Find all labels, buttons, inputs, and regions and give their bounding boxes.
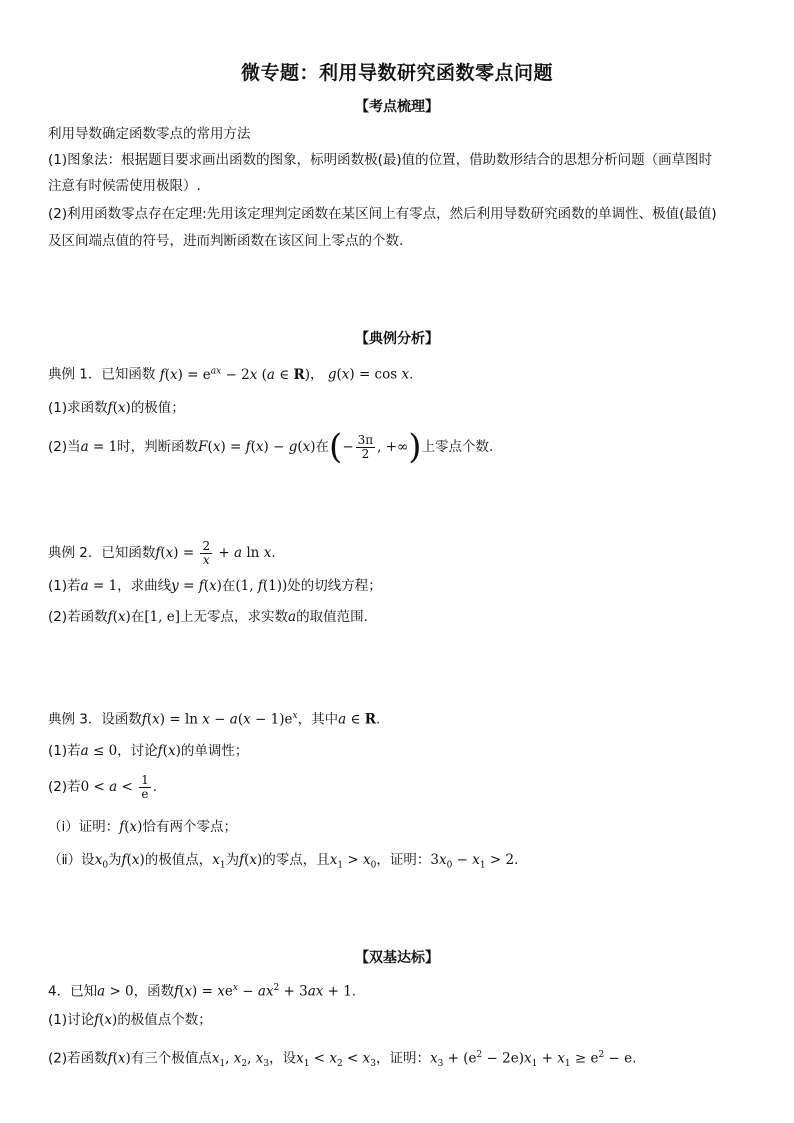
example-2-statement: 典例 2．已知函数f(x) = $\frac{2}{x}$ + a ln x. (48, 538, 276, 567)
question-4-part-1: (1)讨论f(x)的极值点个数； (48, 1012, 212, 1028)
example-3-statement: 典例 3．设函数$f(x) = \ln x - a(x - 1)e^x$，其中a ∈ R. (48, 711, 381, 728)
example-1-statement: 典例 1．已知函数 $f(x) = e^{ax} - 2x$ (a ∈ R)， g(x) = cos x. (48, 366, 414, 383)
example-2-label: 典例 2．已知函数 (48, 545, 156, 561)
example-2-part-2: (2)若函数f(x)在[1, e]上无零点，求实数a的取值范围. (48, 609, 368, 625)
method2-line2: 及区间端点值的符号，进而判断函数在该区间上零点的个数. (48, 233, 404, 249)
method1-line1: (1)图象法：根据题目要求画出函数的图象，标明函数极(最)值的位置，借助数形结合的思想分析问题（画草图时 (48, 152, 713, 168)
example-1-part-1: (1)求函数f(x)的极值； (48, 400, 185, 416)
example-3-part-2-i: （ⅰ）证明：f(x)恰有两个零点； (48, 819, 237, 835)
question-4-part-2: (2)若函数f(x)有三个极值点$x_1$, $x_2$, $x_3$，设$x_1 < x_2 < x_3$，证明：$x_3 + (e^2 - 2e)x_1 + x_1 \ge e^2 - e$. (48, 1050, 637, 1070)
method2-line1: (2)利用函数零点存在定理:先用该定理判定函数在某区间上有零点，然后利用导数研究函数的单调性、极值(最值) (48, 206, 717, 222)
example-3-part-2-ii: （ⅱ）设$x_0$为f(x)的极值点，$x_1$为f(x)的零点，且$x_1 > x_0$，证明：$3x_0 - x_1 > 2$. (48, 852, 519, 871)
example-3-label: 典例 3．设函数 (48, 711, 142, 728)
example-3-part-2: (2)若0 < a < $\frac{1}{e}$ . (48, 772, 158, 801)
section-heading-kaodian: 【考点梳理】 (355, 99, 439, 115)
example-1-part-2: (2)当a = 1时，判断函数F(x) = f(x) − g(x)在(− $\frac{3\pi}{2}$ , +∞)上零点个数. (48, 427, 494, 467)
example-2-part-1: (1)若a = 1，求曲线y = f(x)在(1, f(1))处的切线方程； (48, 578, 382, 594)
page-title: 微专题：利用导数研究函数零点问题 (240, 62, 553, 84)
section-heading-shuangji: 【双基达标】 (355, 950, 439, 966)
example-1-formula-g: g(x) = cos x (327, 366, 410, 383)
example-3-part-1: (1)若a ≤ 0，讨论f(x)的单调性； (48, 743, 249, 759)
example-1-formula-f: $f(x) = e^{ax} - 2x$ (a ∈ R) (159, 366, 311, 383)
intro-text: 利用导数确定函数零点的常用方法 (48, 126, 251, 142)
question-4-label: 4．已知 (48, 983, 98, 1000)
question-4-statement: 4．已知a > 0，函数$f(x) = xe^x - ax^2 + 3ax + 1$. (48, 983, 357, 1000)
method1-line2: 注意有时候需使用极限）. (48, 178, 201, 194)
section-heading-dianli: 【典例分析】 (355, 331, 439, 347)
example-1-label: 典例 1．已知函数 (48, 366, 156, 383)
